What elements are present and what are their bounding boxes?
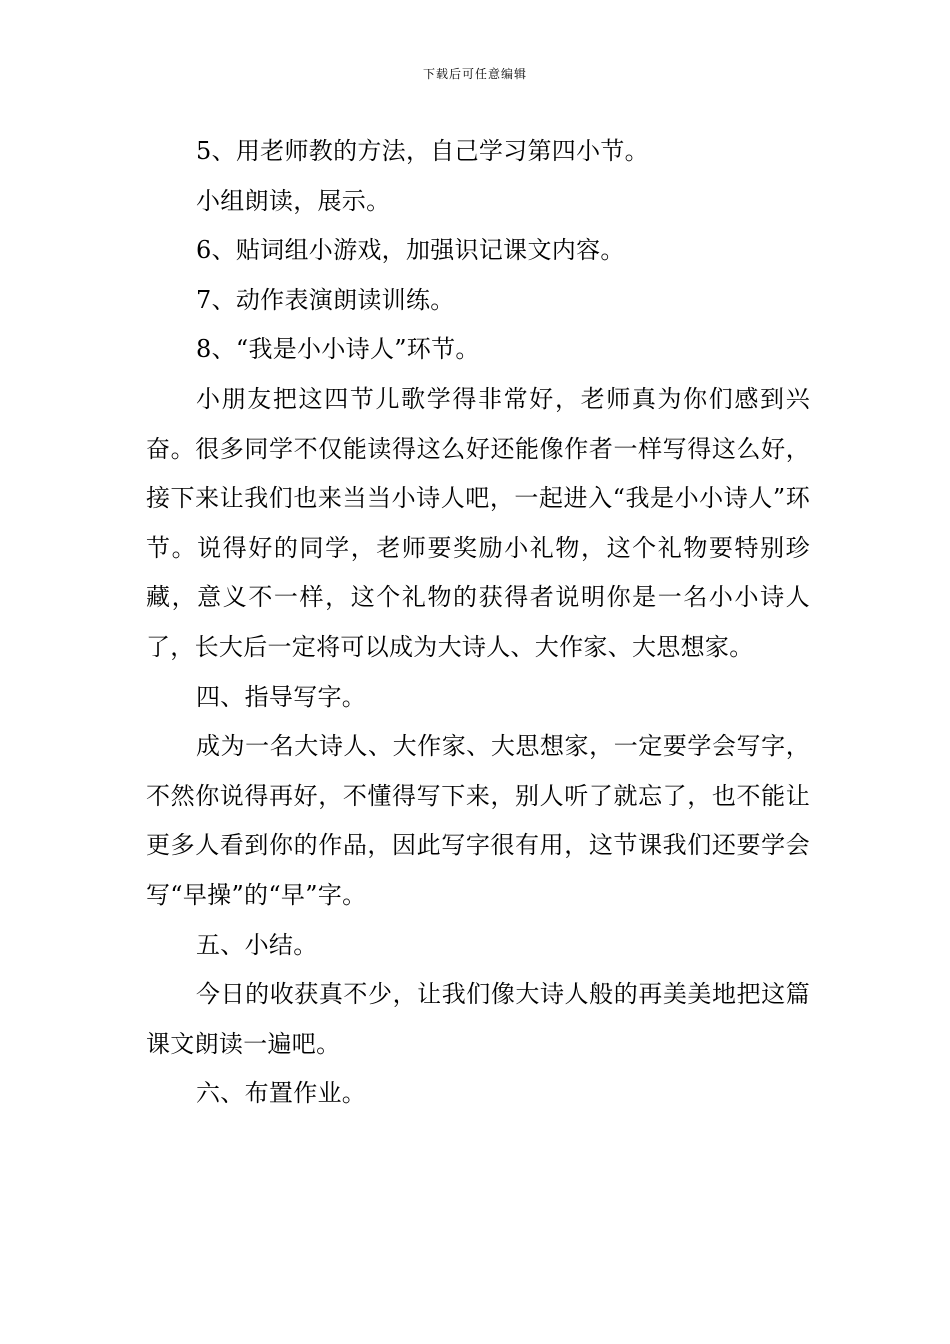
step-8-paragraph: 8、“我是小小诗人”环节。 (196, 335, 480, 364)
page-header: 下载后可任意编辑 (422, 67, 527, 81)
summary-paragraph: 今日的收获真不少，让我们像大诗人般的再美美地把这篇课文朗读一遍吧。 (146, 980, 810, 1058)
writing-guidance-paragraph: 成为一名大诗人、大作家、大思想家，一定要学会写字，不然你说得再好，不懂得写下来，别人听了就忘了，也不能让更多人看到你的作品，因此写字很有用，这节课我们还要学会写“早操”的“早”字。 (146, 732, 810, 909)
group-reading-paragraph: 小组朗读，展示。 (196, 186, 391, 215)
document-body (146, 127, 810, 1119)
step-6-paragraph: 6、贴词组小游戏，加强识记课文内容。 (196, 236, 625, 265)
section-6-heading: 六、布置作业。 (196, 1079, 367, 1108)
step-7-paragraph: 7、动作表演朗读训练。 (196, 285, 455, 314)
section-4-heading: 四、指导写字。 (196, 682, 367, 711)
little-poet-paragraph: 小朋友把这四节儿歌学得非常好，老师真为你们感到兴奋。很多同学不仅能读得这么好还能像作者一样写得这么好，接下来让我们也来当当小诗人吧，一起进入“我是小小诗人”环节。说得好的同学，老师要奖励小礼物，这个礼物要特别珍藏，意义不一样，这个礼物的获得者说明你是一名小小诗人了，长大后一定将可以成为大诗人、大作家、大思想家。 (146, 384, 810, 661)
section-5-heading: 五、小结。 (196, 930, 318, 959)
step-5-paragraph: 5、用老师教的方法，自己学习第四小节。 (196, 137, 649, 165)
